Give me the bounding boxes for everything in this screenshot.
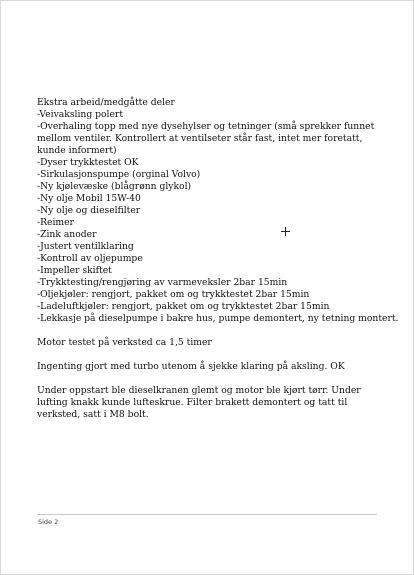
paragraph: Ingenting gjort med turbo utenom å sjekke klaring på aksling. OK [37, 361, 345, 372]
paragraph-spacer [37, 325, 379, 337]
list-item: -Justert ventilklaring [37, 241, 134, 252]
list-item: -Dyser trykktestet OK [37, 157, 139, 168]
list-item: -Ladeluftkjøler: rengjort, pakket om og trykktestet 2bar 15min [37, 301, 330, 312]
list-item: -Kontroll av oljepumpe [37, 253, 143, 264]
list-item: -Lekkasje på dieselpumpe i bakre hus, pumpe demontert, ny tetning montert. [37, 313, 399, 324]
crosshair-cursor-icon [281, 227, 290, 236]
list-item: -Trykktesting/rengjøring av varmeveksler 2bar 15min [37, 277, 288, 288]
footer-divider [37, 514, 377, 515]
paragraph: Motor testet på verksted ca 1,5 timer [37, 337, 212, 348]
page-number: Side 2 [38, 518, 59, 526]
list-item: -Impeller skiftet [37, 265, 112, 276]
list-item: -Overhaling topp med nye dysehylser og tetninger (små sprekker funnet mellom ventiler. Kontrollert at ventilseter står fast, intet mer foretatt, kunde informert) [37, 121, 375, 156]
list-item: -Ny olje Mobil 15W-40 [37, 193, 141, 204]
list-item: -Oljekjøler: rengjort, pakket om og trykktestet 2bar 15min [37, 289, 310, 300]
list-item: -Ny olje og dieselfilter [37, 205, 141, 216]
paragraph-spacer [37, 373, 379, 385]
paragraph: Under oppstart ble dieselkranen glemt og motor ble kjørt tørr. Under lufting knakk kunde lufteskrue. Filter brakett demontert og tatt til verksted, satt i M8 bolt. [37, 385, 361, 420]
list-item: -Sirkulasjonspumpe (orginal Volvo) [37, 169, 201, 180]
document-body [37, 97, 399, 421]
list-item: -Reimer [37, 217, 74, 228]
list-item: -Ny kjølevæske (blågrønn glykol) [37, 181, 192, 192]
list-item: -Zink anoder [37, 229, 97, 240]
list-item: -Veivaksling polert [37, 109, 124, 120]
paragraph-spacer [37, 349, 379, 361]
section-heading: Ekstra arbeid/medgåtte deler [37, 97, 175, 108]
